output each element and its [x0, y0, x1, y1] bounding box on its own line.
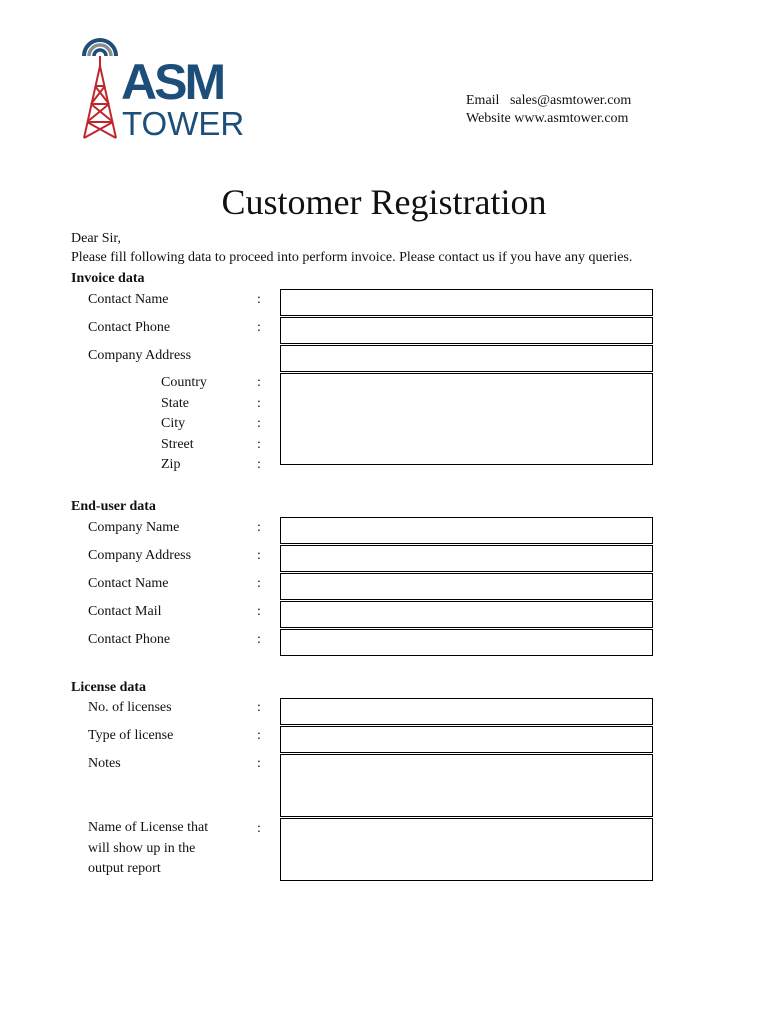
state-label: State: [161, 395, 189, 411]
invoice-company-address-field[interactable]: [280, 345, 653, 372]
notes-field[interactable]: [280, 754, 653, 817]
website-line: [466, 110, 631, 128]
license-report-name-field[interactable]: [280, 818, 653, 881]
license-type-label: Type of license: [88, 728, 174, 743]
email-link[interactable]: sales@asmtower.com: [509, 93, 632, 108]
email-label: Email: [466, 93, 500, 108]
colon: :: [257, 632, 261, 647]
country-label: Country: [161, 375, 207, 390]
enduser-contact-mail-label: Contact Mail: [88, 604, 162, 619]
notes-label: Notes: [88, 756, 121, 771]
invoice-company-address-label: Company Address: [88, 348, 192, 363]
colon: :: [257, 292, 261, 307]
enduser-section-heading: End-user data: [71, 499, 156, 514]
website-label: Website: [466, 111, 511, 126]
colon: :: [257, 604, 261, 619]
num-licenses-label: No. of licenses: [88, 700, 172, 715]
enduser-company-name-label: Company Name: [88, 520, 180, 535]
logo-text-asm: ASM: [121, 54, 224, 110]
enduser-company-name-field[interactable]: [280, 517, 653, 544]
colon: :: [257, 320, 261, 335]
street-label: Street: [161, 436, 194, 452]
greeting: Dear Sir,: [71, 231, 121, 246]
enduser-contact-name-field[interactable]: [280, 573, 653, 600]
colon: :: [257, 576, 261, 591]
license-type-field[interactable]: [280, 726, 653, 753]
invoice-section-heading: Invoice data: [71, 271, 145, 286]
colon: :: [257, 520, 261, 535]
address-sublabels: [161, 373, 207, 476]
colon: :: [257, 700, 261, 715]
email-line: [466, 92, 631, 110]
num-licenses-field[interactable]: [280, 698, 653, 725]
colon: :: [257, 728, 261, 743]
invoice-contact-name-field[interactable]: [280, 289, 653, 316]
invoice-contact-name-label: Contact Name: [88, 292, 169, 307]
enduser-contact-mail-field[interactable]: [280, 601, 653, 628]
contact-info: [466, 92, 631, 128]
website-link[interactable]: www.asmtower.com: [514, 111, 629, 126]
enduser-contact-name-label: Contact Name: [88, 576, 169, 591]
colon: :: [257, 756, 261, 771]
colon: :: [257, 395, 261, 411]
address-colons: [257, 373, 261, 476]
colon: :: [257, 416, 261, 432]
zip-label: Zip: [161, 457, 181, 473]
logo-text-tower: TOWER: [122, 105, 245, 142]
license-section-heading: License data: [71, 680, 147, 695]
license-report-name-label: Name of License that will show up in the output report: [88, 820, 209, 876]
company-logo: [78, 34, 245, 142]
city-label: City: [161, 416, 186, 432]
colon: :: [257, 375, 261, 390]
colon: :: [257, 821, 261, 836]
enduser-company-address-label: Company Address: [88, 548, 192, 563]
invoice-contact-phone-field[interactable]: [280, 317, 653, 344]
colon: :: [257, 457, 261, 473]
colon: :: [257, 436, 261, 452]
invoice-contact-phone-label: Contact Phone: [88, 320, 171, 335]
colon: :: [257, 548, 261, 563]
enduser-contact-phone-field[interactable]: [280, 629, 653, 656]
invoice-address-details-field[interactable]: [280, 373, 653, 465]
page-title: Customer Registration: [221, 182, 547, 222]
enduser-contact-phone-label: Contact Phone: [88, 632, 171, 647]
intro-text: Please fill following data to proceed into perform invoice. Please contact us if you have any queries.: [71, 250, 633, 265]
enduser-company-address-field[interactable]: [280, 545, 653, 572]
